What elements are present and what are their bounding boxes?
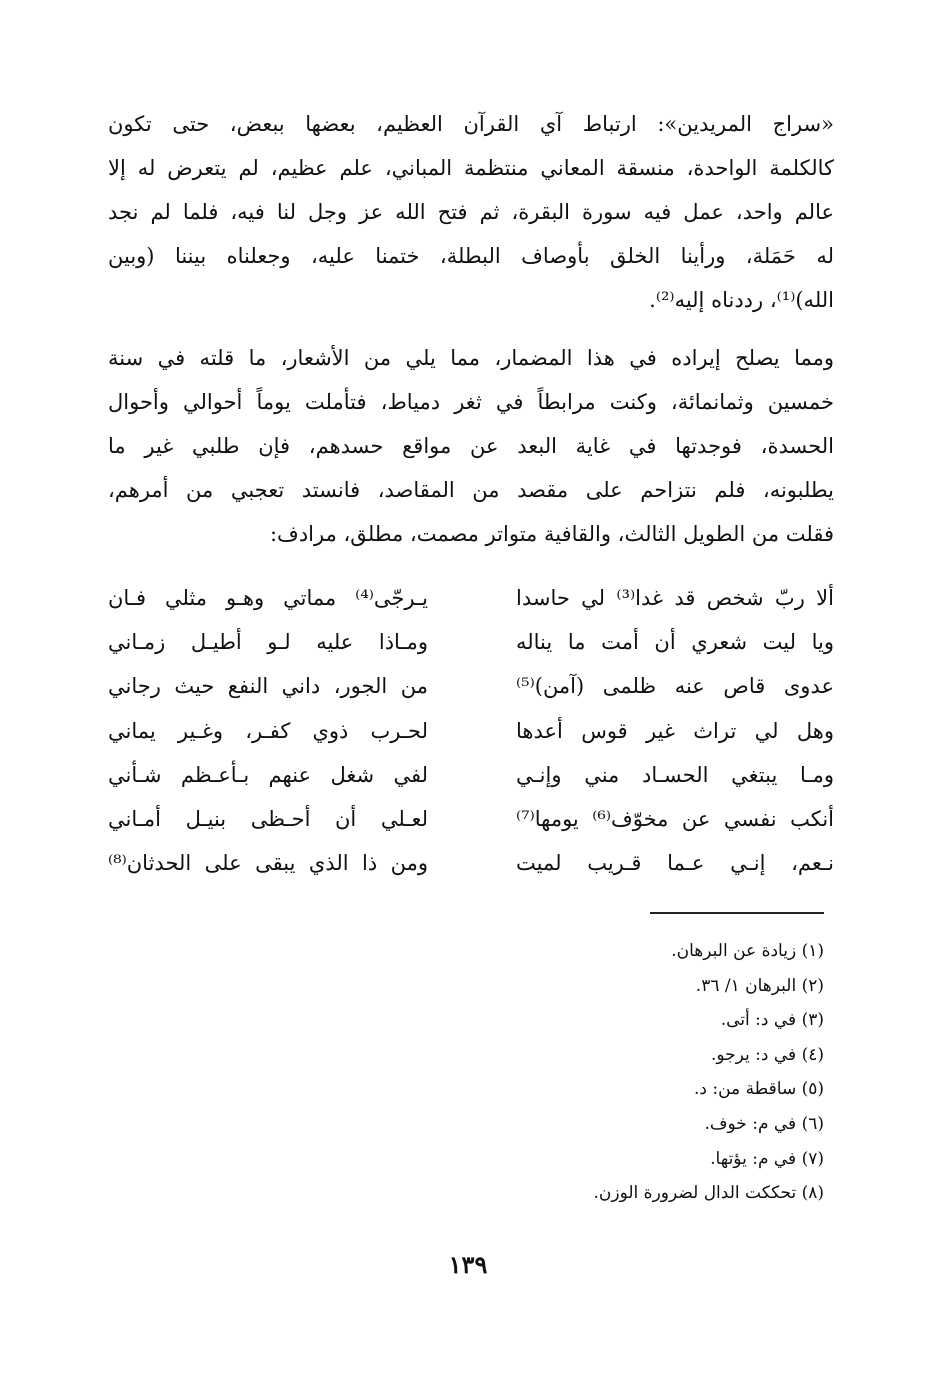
footnote: (٣) في د: أتى. <box>720 1010 824 1031</box>
footnote-divider <box>650 912 824 914</box>
paragraph-line: ومما يصلح إيراده في هذا المضمار، مما يلي من الأشعار، ما قلته في سنة <box>108 346 834 370</box>
verse-hemistich: لفي شغل عنهم بـأعـظم شـأني <box>108 762 428 787</box>
footnote: (٤) في د: يرجو. <box>710 1044 824 1065</box>
verse-hemistich: لعـلي أن أحـظى بنيـل أمـاني <box>108 807 428 832</box>
verse-hemistich: ومـا يبتغي الحسـاد مني وإنـي <box>516 762 834 787</box>
verse-hemistich: يـرجّى⁽⁴⁾ مماتي وهـو مثلي فـان <box>108 586 428 610</box>
paragraph-line: يطلبونه، فلم نتزاحم على مقصد من المقاصد، فانستد تعجبي من أمرهم، <box>108 478 835 502</box>
poem-first-hemistichs <box>516 576 834 885</box>
verse-hemistich: لحـرب ذوي كفـر، وغـير يماني <box>108 718 428 743</box>
paragraph-line: كالكلمة الواحدة، منسقة المعاني منتظمة المباني، علم عظيم، لم يتعرض له إلا <box>108 156 834 180</box>
footnote: (١) زيادة عن البرهان. <box>671 941 824 961</box>
paragraph-line: الحسدة، فوجدتها في غاية البعد عن مواقع حسدهم، فإن طلبي غير ما <box>108 434 834 458</box>
paragraph-line: عالم واحد، عمل فيه سورة البقرة، ثم فتح الله عز وجل لنا فيه، فلما لم نجد <box>108 200 834 224</box>
footnote: (٥) ساقطة من: د. <box>694 1079 824 1100</box>
poem <box>108 576 834 896</box>
verse-hemistich: نـعم، إنـي عـما قـريب لميت <box>516 851 834 876</box>
paragraph-line: الله)⁽¹⁾، رددناه إليه⁽²⁾. <box>649 288 834 312</box>
verse-hemistich: ومن ذا الذي يبقى على الحدثان⁽⁸⁾ <box>108 851 428 876</box>
poem-introduction-paragraph <box>108 336 834 556</box>
verse-hemistich: أنكب نفسي عن مخوّف⁽⁶⁾ يومها⁽⁷⁾ <box>516 807 834 832</box>
paragraph-line: «سراج المريدين»: ارتباط آي القرآن العظيم، بعضها ببعض، حتى تكون <box>108 112 834 136</box>
verse-hemistich: من الجور، داني النفع حيث رجاني <box>108 674 428 699</box>
page-number: ١٣٩ <box>448 1250 488 1279</box>
verse-hemistich: وهل لي تراث غير قوس أعدها <box>516 718 834 743</box>
intro-paragraph <box>108 102 834 322</box>
poem-second-hemistichs <box>108 576 428 885</box>
footnote: (٦) في م: خوف. <box>704 1113 824 1134</box>
footnote: (٢) البرهان ١/ ٣٦. <box>695 975 824 996</box>
footnote: (٨) تحككت الدال لضرورة الوزن. <box>593 1183 824 1204</box>
paragraph-line: خمسين وثمانمائة، وكنت مرابطاً في ثغر دمياط، فتأملت يوماً أحوالي وأحوال <box>108 390 834 414</box>
verse-hemistich: عدوى قاص عنه ظلمى (آمن)⁽⁵⁾ <box>516 674 834 699</box>
paragraph-line: له حَمَلة، ورأينا الخلق بأوصاف البطلة، ختمنا عليه، وجعلناه بيننا (وبين <box>108 244 834 268</box>
verse-hemistich: ألا ربّ شخص قد غدا⁽³⁾ لي حاسدا <box>516 586 834 610</box>
footnote: (٧) في م: يؤتها. <box>710 1148 824 1169</box>
verse-hemistich: ويا ليت شعري أن أمت ما يناله <box>516 630 834 655</box>
paragraph-line: فقلت من الطويل الثالث، والقافية متواتر مصمت، مطلق، مرادف: <box>269 522 834 546</box>
verse-hemistich: ومـاذا عليه لـو أطيـل زمـاني <box>108 630 428 655</box>
footnotes-list <box>224 934 824 1211</box>
